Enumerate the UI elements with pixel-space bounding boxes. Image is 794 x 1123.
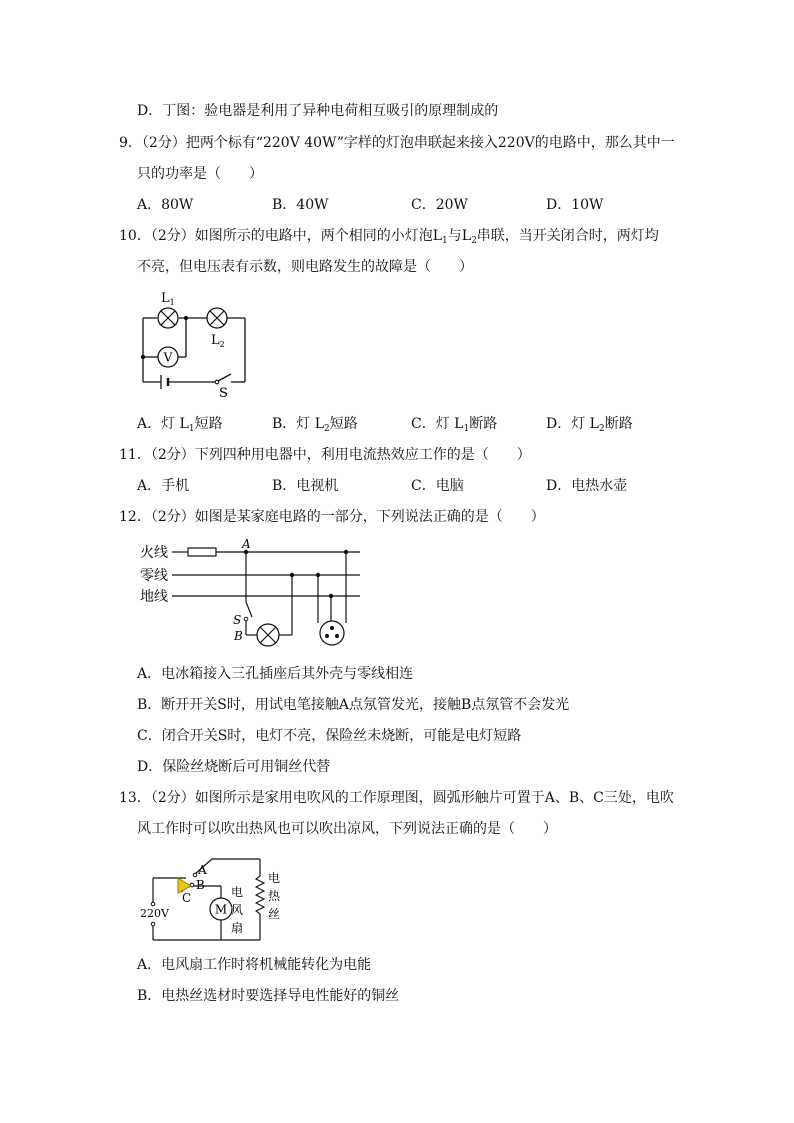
svg-text:电: 电: [268, 871, 281, 885]
q10-circuit-diagram: [135, 290, 255, 401]
q13-option-a: A．电风扇工作时将机械能转化为电能: [137, 957, 372, 973]
q12-option-c: C．闭合开关S时，电灯不亮，保险丝未烧断，可能是电灯短路: [137, 728, 522, 744]
q10-option-d: D．灯 $L_2$断路: [546, 416, 633, 434]
svg-text:220V: 220V: [140, 907, 169, 920]
q12-stem: 12．（2分）如图是某家庭电路的一部分，下列说法正确的是（ ）: [119, 509, 545, 525]
q11-stem: 11．（2分）下列四种用电器中，利用电流热效应工作的是（ ）: [119, 447, 531, 463]
q12-option-a: A．电冰箱接入三孔插座后其外壳与零线相连: [137, 666, 414, 682]
q12-option-d: D．保险丝烧断后可用铜丝代替: [137, 759, 331, 775]
label-l2: $L_2$: [211, 333, 225, 349]
q10-option-a: A．灯 $L_1$短路: [137, 416, 223, 434]
svg-text:C: C: [182, 891, 192, 905]
q9-option-b: B．40W: [272, 197, 329, 213]
label-switch: S: [219, 386, 228, 401]
q9-option-d: D．10W: [546, 197, 604, 213]
battery-icon: [161, 375, 168, 389]
switch-s-icon: [244, 602, 252, 621]
svg-text:B: B: [234, 629, 243, 643]
q12-household-circuit-diagram: [138, 537, 378, 655]
q11-option-a: A．手机: [137, 478, 190, 494]
svg-text:S: S: [233, 613, 242, 627]
switch-icon: [215, 374, 231, 384]
label-l1: $L_1$: [161, 291, 175, 307]
q8-option-d: D．丁图：验电器是利用了异种电荷相互吸引的原理制成的: [137, 103, 499, 119]
q13-stem-line1: 13．（2分）如图所示是家用电吹风的工作原理图，圆弧形触片可置于A、B、C三处，电吹: [119, 790, 674, 806]
q9-option-a: A．80W: [137, 197, 194, 213]
svg-text:A: A: [198, 863, 207, 877]
q10-option-b: B．灯 $L_2$短路: [272, 416, 358, 434]
svg-text:热: 热: [268, 889, 281, 903]
lamp-l1-icon: [158, 308, 178, 328]
q9-stem-line1: 9．（2分）把两个标有“220V 40W”字样的灯泡串联起来接入220V的电路中，那么其中一: [119, 135, 675, 151]
q13-hair-dryer-diagram: [138, 852, 288, 952]
q11-option-d: D．电热水壶: [546, 478, 628, 494]
q9-stem-line2: 只的功率是（ ）: [137, 166, 263, 182]
svg-text:风: 风: [231, 903, 244, 917]
q12-option-b: B．断开开关S时，用试电笔接触A点氖管发光，接触B点氖管不会发光: [137, 697, 570, 713]
svg-text:M: M: [214, 902, 228, 917]
q10-stem-line2: 不亮，但电压表有示数，则电路发生的故障是（ ）: [137, 259, 473, 275]
q10-option-c: C．灯 $L_1$断路: [411, 416, 498, 434]
svg-text:地线: 地线: [140, 589, 168, 605]
lamp-icon: [257, 624, 279, 646]
heating-wire-icon: [256, 876, 264, 914]
svg-text:V: V: [163, 350, 173, 365]
svg-text:火线: 火线: [140, 545, 168, 561]
svg-text:扇: 扇: [231, 921, 244, 935]
voltmeter-icon: [158, 347, 178, 367]
three-hole-socket-icon: [320, 621, 344, 645]
q13-option-b: B．电热丝选材时要选择导电性能好的铜丝: [137, 988, 400, 1004]
q11-option-c: C．电脑: [411, 478, 464, 494]
q11-option-b: B．电视机: [272, 478, 339, 494]
svg-text:零线: 零线: [140, 568, 168, 584]
svg-text:A: A: [242, 537, 251, 551]
lamp-l2-icon: [207, 308, 227, 328]
q10-stem-line1: 10．（2分）如图所示的电路中，两个相同的小灯泡$L_1$与$L_2$串联，当开关闭合时，两灯均: [119, 228, 659, 246]
svg-text:丝: 丝: [268, 907, 281, 921]
svg-text:B: B: [196, 878, 205, 892]
svg-text:电: 电: [231, 885, 244, 899]
fuse-icon: [188, 548, 216, 556]
q13-stem-line2: 风工作时可以吹出热风也可以吹出凉风，下列说法正确的是（ ）: [137, 821, 557, 837]
q9-option-c: C．20W: [411, 197, 468, 213]
motor-icon: [210, 898, 232, 920]
